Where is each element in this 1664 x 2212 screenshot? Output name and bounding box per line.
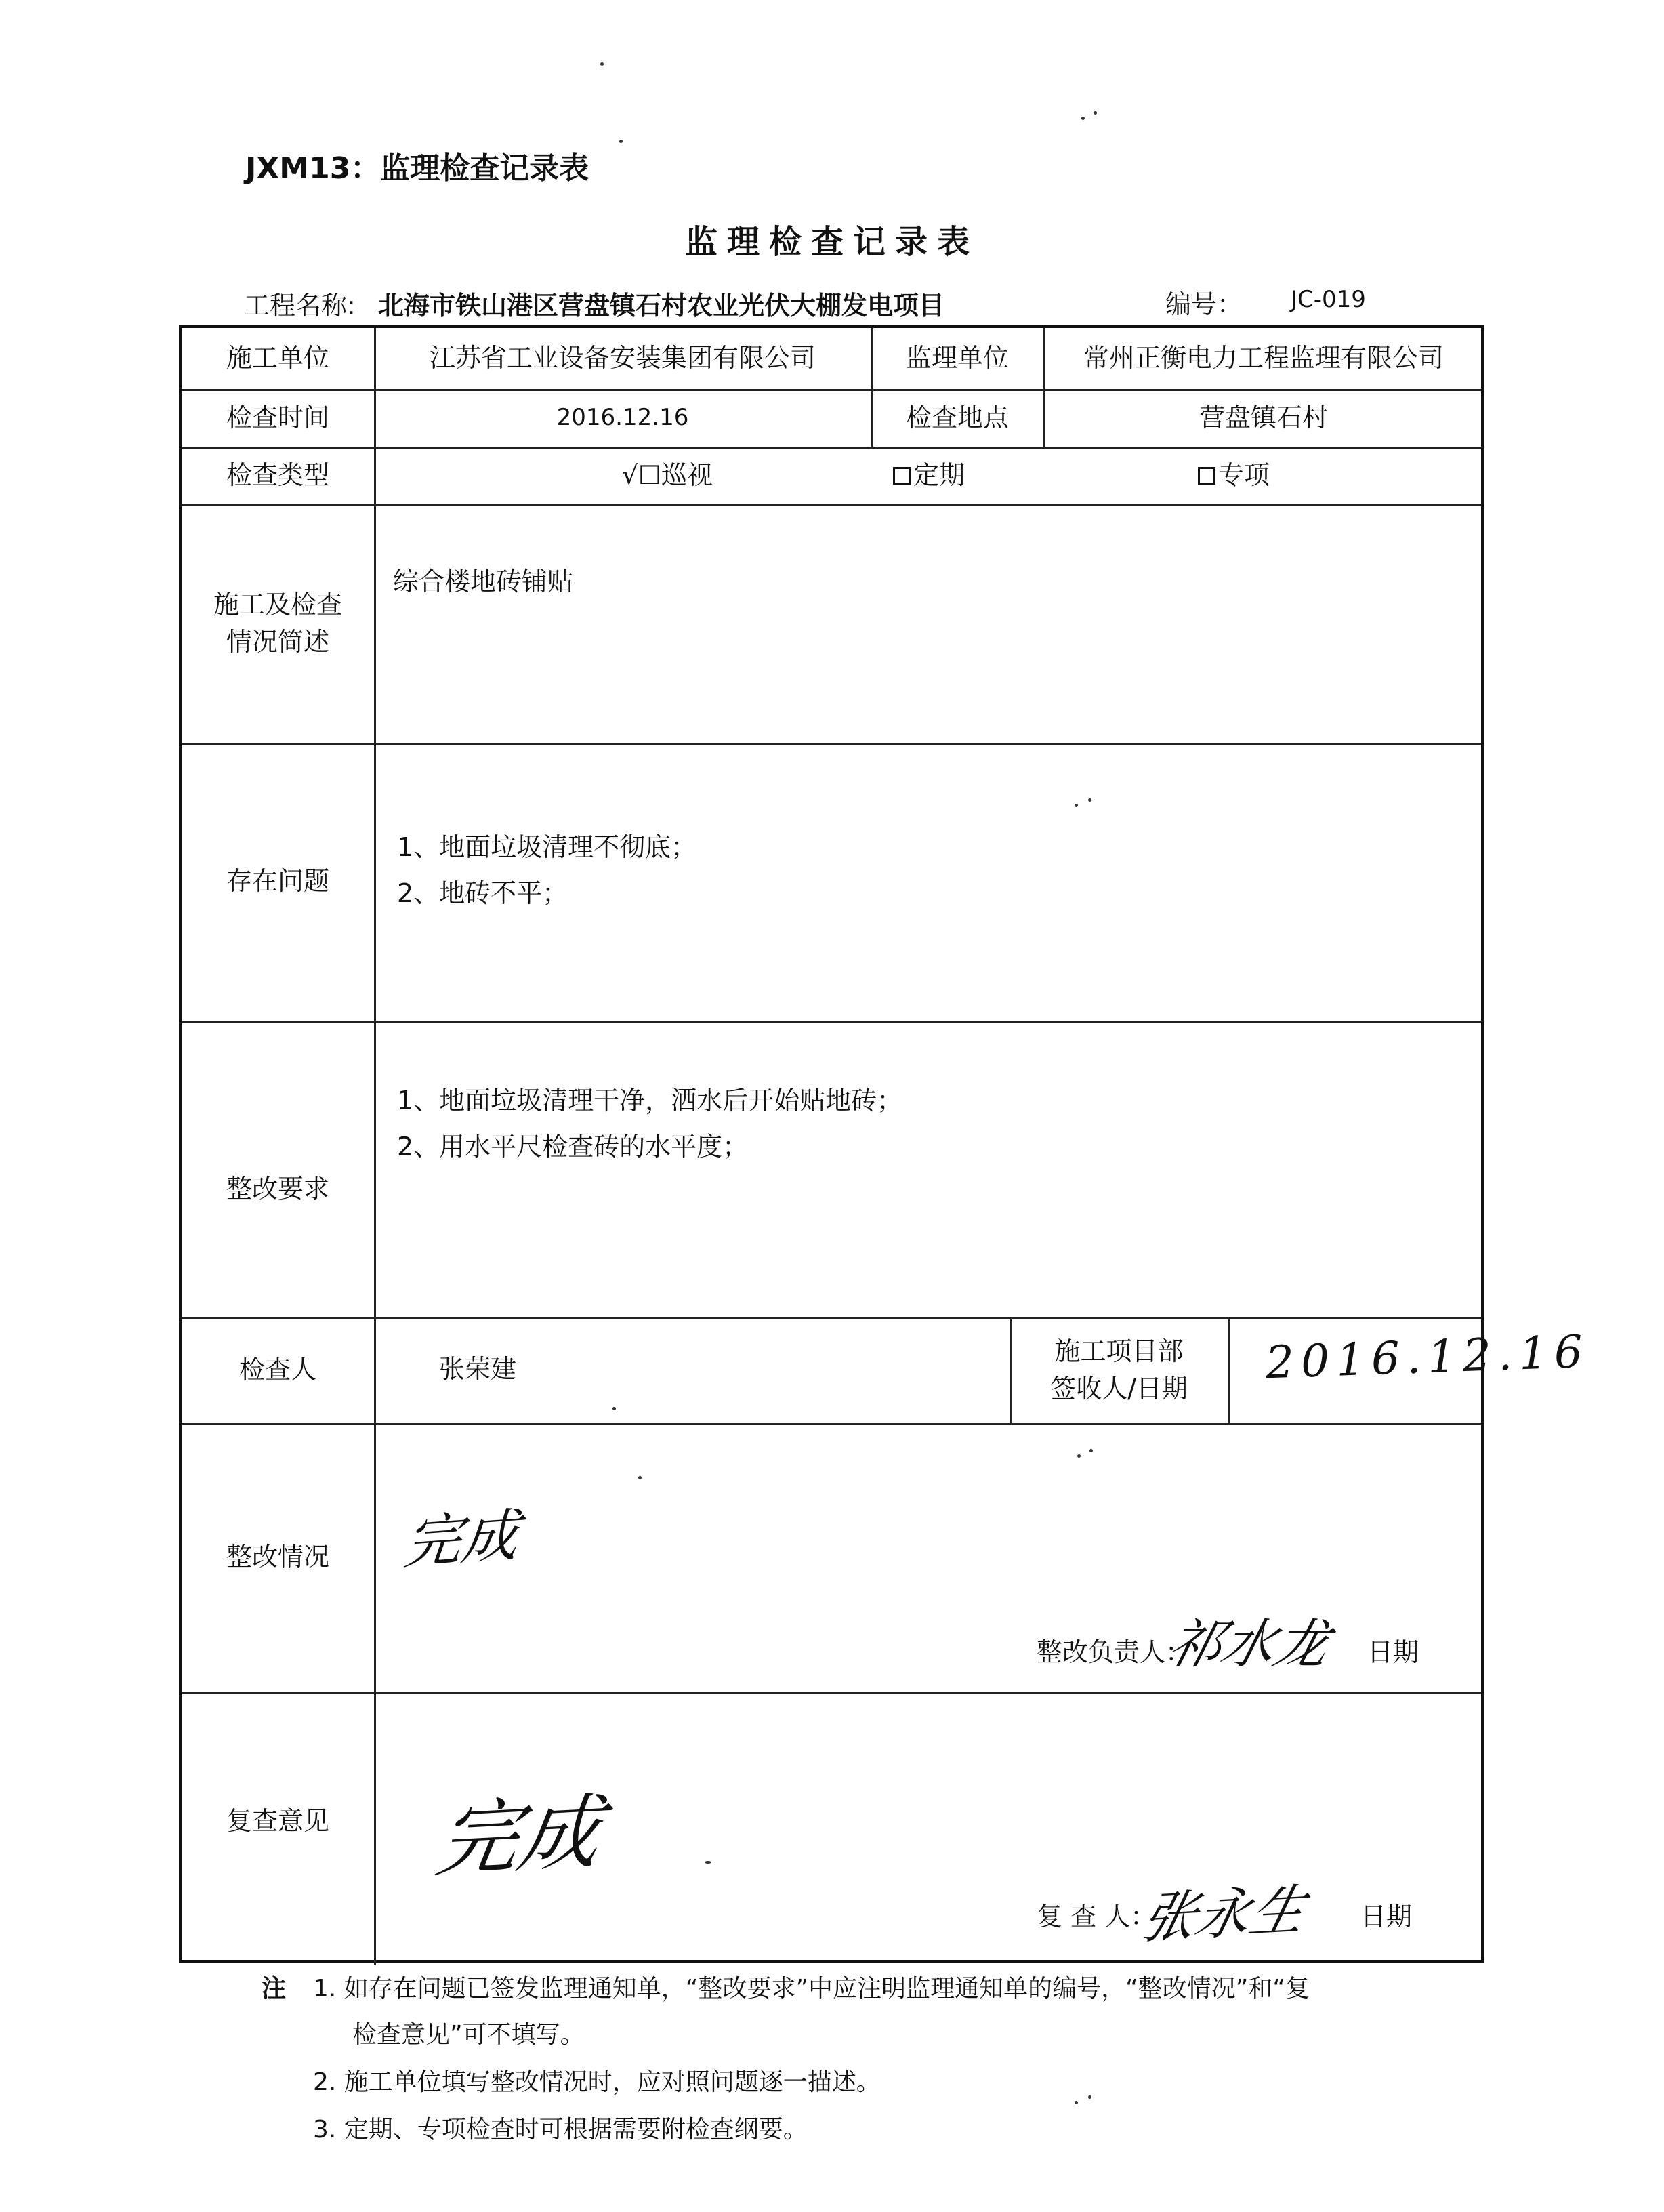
rectification-date-label: 日期 <box>1367 1637 1419 1667</box>
scan-speck <box>1081 117 1085 120</box>
check-type-special-text: 专项 <box>1218 459 1270 490</box>
project-name: 北海市铁山港区营盘镇石村农业光伏大棚发电项目 <box>378 291 945 321</box>
reviewer-signature-text: 张永生 <box>1135 1878 1313 1951</box>
project-name-label: 工程名称: <box>244 291 356 321</box>
situation-content: 综合楼地砖铺贴 <box>393 567 574 596</box>
construction-unit-label: 施工单位 <box>226 343 329 373</box>
receiver-date: 2016.12.16 <box>1264 1325 1591 1389</box>
number-label: 编号： <box>1165 289 1243 319</box>
situation-label <box>182 504 374 743</box>
row-divider <box>182 1021 1481 1023</box>
situation-label-line2: 情况简述 <box>226 627 329 657</box>
checkbox-icon <box>1198 467 1215 485</box>
receiver-label-line1: 施工项目部 <box>1054 1336 1184 1366</box>
check-type-label: 检查类型 <box>226 459 329 490</box>
row-divider <box>182 1317 1481 1319</box>
construction-unit: 江苏省工业设备安装集团有限公司 <box>429 343 816 373</box>
note-item: 1. 如存在问题已签发监理通知单，“整改要求”中应注明监理通知单的编号，“整改情况”和“复 <box>313 1975 1310 2003</box>
check-type-regular <box>893 447 1028 504</box>
receiver-label-line2: 签收人/日期 <box>1050 1374 1188 1404</box>
problem-item: 1、地面垃圾清理不彻底； <box>397 832 697 862</box>
scan-speck <box>1075 2101 1078 2104</box>
row-divider <box>182 504 1481 506</box>
inspection-form-table <box>179 325 1591 1963</box>
note-item: 2. 施工单位填写整改情况时，应对照问题逐一描述。 <box>313 2068 881 2096</box>
scan-speck <box>1094 111 1097 115</box>
problem-item: 2、地砖不平； <box>397 878 568 908</box>
check-type-patrol-text: √☐巡视 <box>621 459 713 490</box>
check-type-special <box>1198 447 1347 504</box>
scan-speck <box>600 62 604 66</box>
document-code: JXM13：监理检查记录表 <box>245 151 589 186</box>
inspector-name: 张荣建 <box>439 1354 517 1384</box>
responsible-signature <box>1162 1602 1336 1678</box>
scan-speck <box>1075 804 1078 807</box>
rectification-handwritten-text: 完成 <box>401 1501 522 1577</box>
note-item: 检查意见”可不填写。 <box>352 2021 585 2049</box>
row-divider <box>182 743 1481 745</box>
rectification-label: 整改情况 <box>226 1542 329 1572</box>
row-divider <box>182 1423 1481 1425</box>
review-date-label: 日期 <box>1360 1902 1413 1931</box>
scan-speck <box>1089 1449 1093 1452</box>
check-time: 2016.12.16 <box>556 403 689 431</box>
column-divider <box>1228 1317 1230 1423</box>
row-divider <box>182 1692 1481 1694</box>
note-item: 3. 定期、专项检查时可根据需要附检查纲要。 <box>313 2116 808 2144</box>
scan-speck <box>612 1407 616 1410</box>
checkbox-icon <box>893 467 911 485</box>
reviewer-signature <box>1135 1870 1313 1951</box>
responsible-label: 整改负责人： <box>1037 1637 1192 1667</box>
requirement-item: 2、用水平尺检查砖的水平度； <box>397 1132 749 1162</box>
check-place-label: 检查地点 <box>905 402 1009 432</box>
scan-speck <box>638 1476 642 1479</box>
receiver-label <box>1010 1317 1228 1423</box>
rectification-handwritten <box>401 1494 522 1577</box>
check-time-label: 检查时间 <box>226 402 329 432</box>
notes-label: 注 <box>262 1975 287 2003</box>
requirement-item: 1、地面垃圾清理干净，洒水后开始贴地砖； <box>397 1086 903 1115</box>
supervision-unit: 常州正衡电力工程监理有限公司 <box>1083 343 1444 373</box>
review-label: 复查意见 <box>226 1806 329 1837</box>
situation-label-line1: 施工及检查 <box>213 589 342 619</box>
number-value: JC-019 <box>1291 286 1366 313</box>
scan-speck <box>619 140 623 143</box>
check-type-regular-text: 定期 <box>913 459 965 490</box>
check-place: 营盘镇石村 <box>1199 402 1328 432</box>
receiver-date-handwritten <box>1264 1325 1591 1389</box>
label-column-divider <box>374 328 376 1965</box>
check-type-patrol <box>374 447 713 504</box>
scan-speck <box>1088 798 1091 802</box>
pen-mark <box>705 1861 711 1864</box>
review-handwritten <box>430 1771 608 1889</box>
responsible-signature-text: 祁水龙 <box>1162 1614 1336 1675</box>
form-title: 监理检查记录表 <box>684 223 979 261</box>
supervision-unit-label: 监理单位 <box>905 343 1009 373</box>
reviewer-label: 复 查 人： <box>1037 1902 1157 1931</box>
scan-speck <box>1077 1454 1081 1458</box>
problems-label: 存在问题 <box>226 866 329 897</box>
review-handwritten-text: 完成 <box>430 1785 608 1889</box>
scan-speck <box>1088 2095 1091 2099</box>
inspector-label: 检查人 <box>238 1355 316 1385</box>
requirements-label: 整改要求 <box>226 1174 329 1204</box>
